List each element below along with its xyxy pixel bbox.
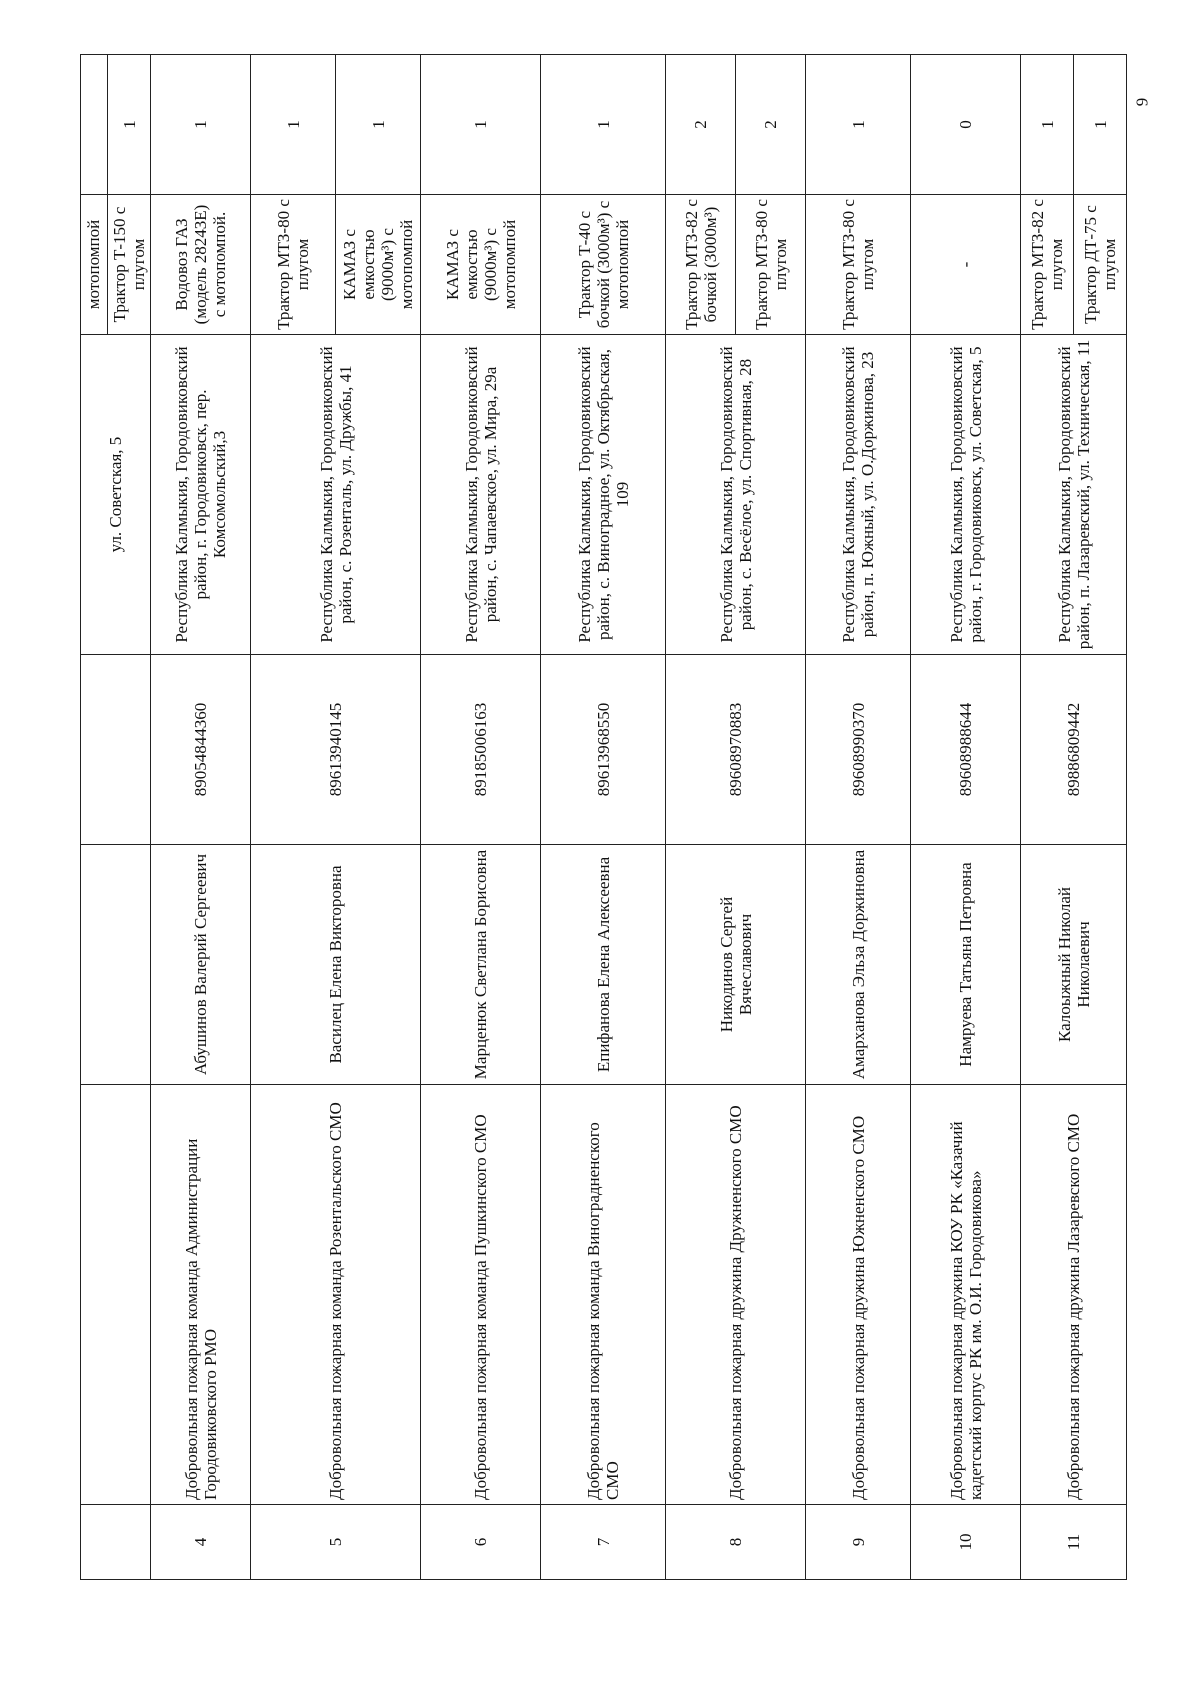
team-name-cell: Добровольная пожарная дружина Южненского СМО — [806, 1085, 911, 1505]
count-cell: 1 — [541, 55, 666, 195]
vehicle-cell: Трактор МТЗ-82 с плугом — [1021, 195, 1074, 335]
address-cell: Республика Калмыкия, Городовиковский район, с. Весёлое, ул. Спортивная, 28 — [666, 335, 806, 655]
table-row — [81, 55, 108, 1580]
team-name-cell: Добровольная пожарная команда Розентальского СМО — [251, 1085, 421, 1505]
vehicle-cell: КАМАЗ с емкостью (9000м³) с мотопомпой — [336, 195, 421, 335]
head-name-cell: Марценюк Светлана Борисовна — [421, 845, 541, 1085]
head-name-cell: Намруева Татьяна Петровна — [911, 845, 1021, 1085]
team-name-cell: Добровольная пожарная дружина Дружненского СМО — [666, 1085, 806, 1505]
team-name-cell: Добровольная пожарная дружина КОУ РК «Казачий кадетский корпус РК им. О.И. Городовикова» — [911, 1085, 1021, 1505]
phone-cell: 89608988644 — [911, 655, 1021, 845]
table-row — [666, 55, 736, 1580]
address-cell: Республика Калмыкия, Городовиковский район, с. Розенталь, ул. Дружбы, 41 — [251, 335, 421, 655]
table-row — [421, 55, 541, 1580]
page-number: 9 — [1132, 97, 1152, 107]
count-cell: 1 — [806, 55, 911, 195]
phone-cell: 89054844360 — [151, 655, 251, 845]
phone-cell: 89608970883 — [666, 655, 806, 845]
team-name-cell: Добровольная пожарная команда Пушкинского СМО — [421, 1085, 541, 1505]
head-name-cell: Калоыжный Николай Николаевич — [1021, 845, 1127, 1085]
row-number: 7 — [541, 1505, 666, 1580]
count-cell: 1 — [1021, 55, 1074, 195]
row-number: 10 — [911, 1505, 1021, 1580]
vehicle-cell: - — [911, 195, 1021, 335]
vehicle-cell: Водовоз ГАЗ (модель 28243Е) с мотопомпой. — [151, 195, 251, 335]
count-cell: 1 — [108, 55, 151, 195]
row-number: 8 — [666, 1505, 806, 1580]
address-cell: Республика Калмыкия, Городовиковский район, г. Городовиковск, пер. Комсомольский,3 — [151, 335, 251, 655]
address-cell: Республика Калмыкия, Городовиковский район, с. Виноградное, ул. Октябрьская, 109 — [541, 335, 666, 655]
vehicle-cell: Трактор Т-40 с бочкой (3000м³) с мотопомпой — [541, 195, 666, 335]
team-name-cell: Добровольная пожарная команда Администрации Городовиковского РМО — [151, 1085, 251, 1505]
table-row — [1021, 55, 1074, 1580]
rotated-page — [80, 55, 1120, 1580]
vehicle-cell: Трактор МТЗ-80 с плугом — [251, 195, 336, 335]
count-cell: 2 — [666, 55, 736, 195]
head-name-cell: Никодинов Сергей Вячеславович — [666, 845, 806, 1085]
address-cell: Республика Калмыкия, Городовиковский район, п. Южный, ул. О.Доржинова, 23 — [806, 335, 911, 655]
vehicle-cell: КАМАЗ с емкостью (9000м³) с мотопомпой — [421, 195, 541, 335]
count-cell: 1 — [251, 55, 336, 195]
table-row — [251, 55, 336, 1580]
vehicle-cell: Трактор МТЗ-80 с плугом — [806, 195, 911, 335]
table-row — [911, 55, 1021, 1580]
phone-cell: 89613940145 — [251, 655, 421, 845]
volunteer-fire-table — [80, 54, 1127, 1580]
count-cell: 1 — [336, 55, 421, 195]
address-cell: ул. Советская, 5 — [81, 335, 151, 655]
count-cell: 1 — [1074, 55, 1127, 195]
count-cell: 0 — [911, 55, 1021, 195]
row-number: 6 — [421, 1505, 541, 1580]
count-cell: 2 — [736, 55, 806, 195]
table-row — [541, 55, 666, 1580]
head-name-cell: Епифанова Елена Алексеевна — [541, 845, 666, 1085]
head-name-cell: Василец Елена Викторовна — [251, 845, 421, 1085]
address-cell: Республика Калмыкия, Городовиковский район, п. Лазаревский, ул. Техническая, 11 — [1021, 335, 1127, 655]
count-cell: 1 — [151, 55, 251, 195]
team-name-cell: Добровольная пожарная команда Виноградненского СМО — [541, 1085, 666, 1505]
vehicle-cell: Трактор ДТ-75 с плугом — [1074, 195, 1127, 335]
vehicle-cell: Трактор Т-150 с плугом — [108, 195, 151, 335]
phone-cell: 89613968550 — [541, 655, 666, 845]
table-row — [806, 55, 911, 1580]
vehicle-cell: Трактор МТЗ-82 с бочкой (3000м³) — [666, 195, 736, 335]
table-row — [151, 55, 251, 1580]
address-cell: Республика Калмыкия, Городовиковский район, с. Чапаевское, ул. Мира, 29а — [421, 335, 541, 655]
team-name-cell: Добровольная пожарная дружина Лазаревского СМО — [1021, 1085, 1127, 1505]
head-name-cell: Амарханова Эльза Доржиновна — [806, 845, 911, 1085]
phone-cell: 89608990370 — [806, 655, 911, 845]
vehicle-cell: мотопомпой — [81, 195, 108, 335]
count-cell: 1 — [421, 55, 541, 195]
vehicle-cell: Трактор МТЗ-80 с плугом — [736, 195, 806, 335]
row-number: 11 — [1021, 1505, 1127, 1580]
row-number: 5 — [251, 1505, 421, 1580]
row-number: 4 — [151, 1505, 251, 1580]
head-name-cell: Абушинов Валерий Сергеевич — [151, 845, 251, 1085]
phone-cell: 89886809442 — [1021, 655, 1127, 845]
address-cell: Республика Калмыкия, Городовиковский район, г. Городовиковск, ул. Советская, 5 — [911, 335, 1021, 655]
row-number: 9 — [806, 1505, 911, 1580]
phone-cell: 89185006163 — [421, 655, 541, 845]
